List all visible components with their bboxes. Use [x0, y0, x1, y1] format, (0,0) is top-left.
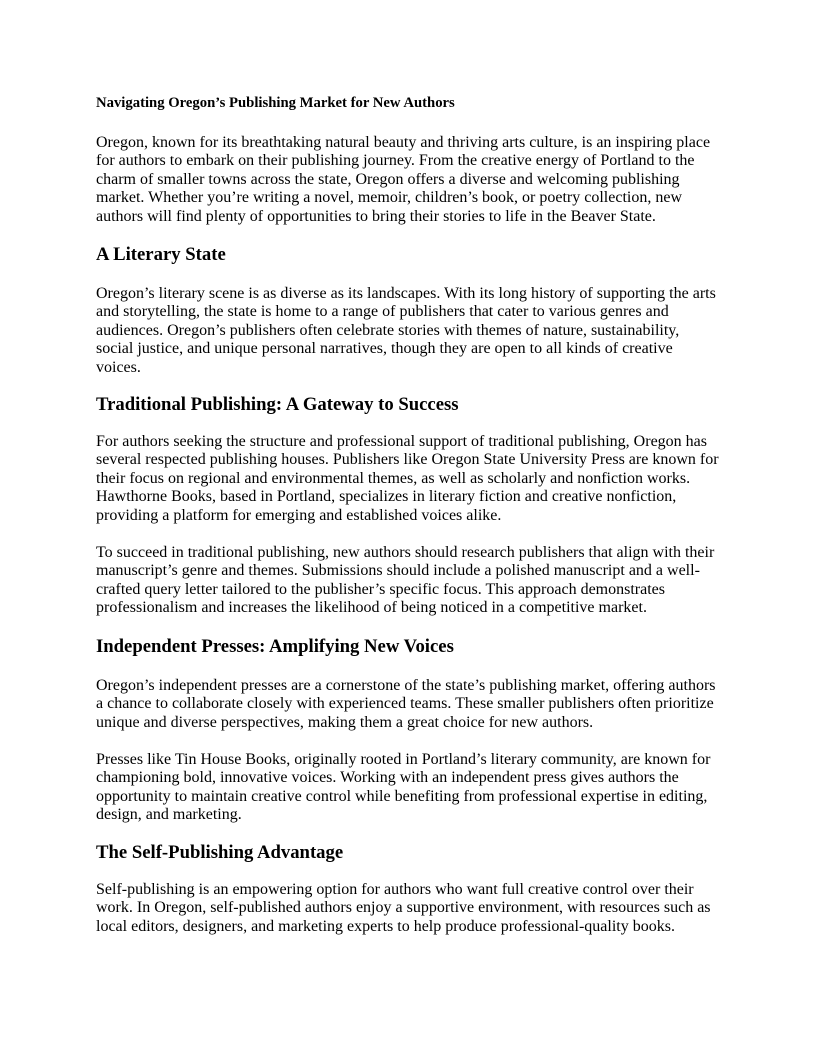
text-line: Oregon’s independent presses are a cornerstone of the state’s publishing market, offering authors — [96, 677, 716, 694]
text-line: Oregon, known for its breathtaking natural beauty and thriving arts culture, is an inspiring place — [96, 134, 711, 151]
paragraph — [96, 285, 716, 377]
text-line: Hawthorne Books, based in Portland, specializes in literary fiction and creative nonfiction, — [96, 488, 677, 506]
text-line: and storytelling, the state is home to a range of publishers that cater to various genres and — [96, 303, 669, 321]
text-line: local editors, designers, and marketing experts to help produce professional-quality books. — [96, 917, 675, 935]
text-line: their focus on regional and environmental themes, as well as scholarly and nonfiction works. — [96, 469, 691, 487]
section-heading: A Literary State — [96, 244, 226, 265]
text-line: manuscript’s genre and themes. Submissions should include a polished manuscript and a well- — [96, 562, 700, 580]
text-line: crafted query letter tailored to the publisher’s specific focus. This approach demonstrates — [96, 580, 665, 598]
section-heading: Independent Presses: Amplifying New Voices — [96, 636, 454, 657]
text-line: providing a platform for emerging and established voices alike. — [96, 506, 502, 524]
text-line: opportunity to maintain creative control while benefiting from professional expertise in editing, — [96, 787, 708, 805]
text-line: For authors seeking the structure and professional support of traditional publishing, Oregon has — [96, 433, 707, 450]
paragraph — [96, 433, 719, 525]
text-line: design, and marketing. — [96, 806, 242, 824]
text-line: several respected publishing houses. Publishers like Oregon State University Press are known for — [96, 451, 719, 469]
text-line: Self-publishing is an empowering option for authors who want full creative control over their — [96, 881, 694, 898]
text-line: work. In Oregon, self-published authors enjoy a supportive environment, with resources such as — [96, 899, 711, 917]
text-line: a chance to collaborate closely with experienced teams. These smaller publishers often prioritize — [96, 695, 714, 713]
paragraph — [96, 677, 716, 732]
text-line: market. Whether you’re writing a novel, memoir, children’s book, or poetry collection, new — [96, 189, 682, 207]
text-line: championing bold, innovative voices. Working with an independent press gives authors the — [96, 769, 679, 787]
text-line: Oregon’s literary scene is as diverse as its landscapes. With its long history of supporting the arts — [96, 285, 716, 302]
text-line: voices. — [96, 358, 141, 376]
paragraph — [96, 544, 714, 618]
section-heading: Traditional Publishing: A Gateway to Success — [96, 394, 459, 415]
text-line: unique and diverse perspectives, making them a great choice for new authors. — [96, 713, 594, 731]
text-line: authors will find plenty of opportunities to bring their stories to life in the Beaver State. — [96, 207, 656, 225]
text-line: professionalism and increases the likelihood of being noticed in a competitive market. — [96, 599, 647, 617]
intro-paragraph — [96, 134, 710, 226]
text-line: Presses like Tin House Books, originally rooted in Portland’s literary community, are known for — [96, 751, 711, 768]
document-title: Navigating Oregon’s Publishing Market for New Authors — [96, 95, 455, 111]
text-line: charm of smaller towns across the state, Oregon offers a diverse and welcoming publishing — [96, 170, 680, 188]
text-line: for authors to embark on their publishing journey. From the creative energy of Portland to the — [96, 152, 695, 170]
text-line: audiences. Oregon’s publishers often celebrate stories with themes of nature, sustainability, — [96, 321, 680, 339]
text-line: social justice, and unique personal narratives, though they are open to all kinds of creative — [96, 340, 673, 358]
paragraph — [96, 881, 711, 936]
text-line: To succeed in traditional publishing, new authors should research publishers that align with their — [96, 544, 715, 561]
paragraph — [96, 751, 710, 825]
section-heading: The Self-Publishing Advantage — [96, 842, 344, 863]
